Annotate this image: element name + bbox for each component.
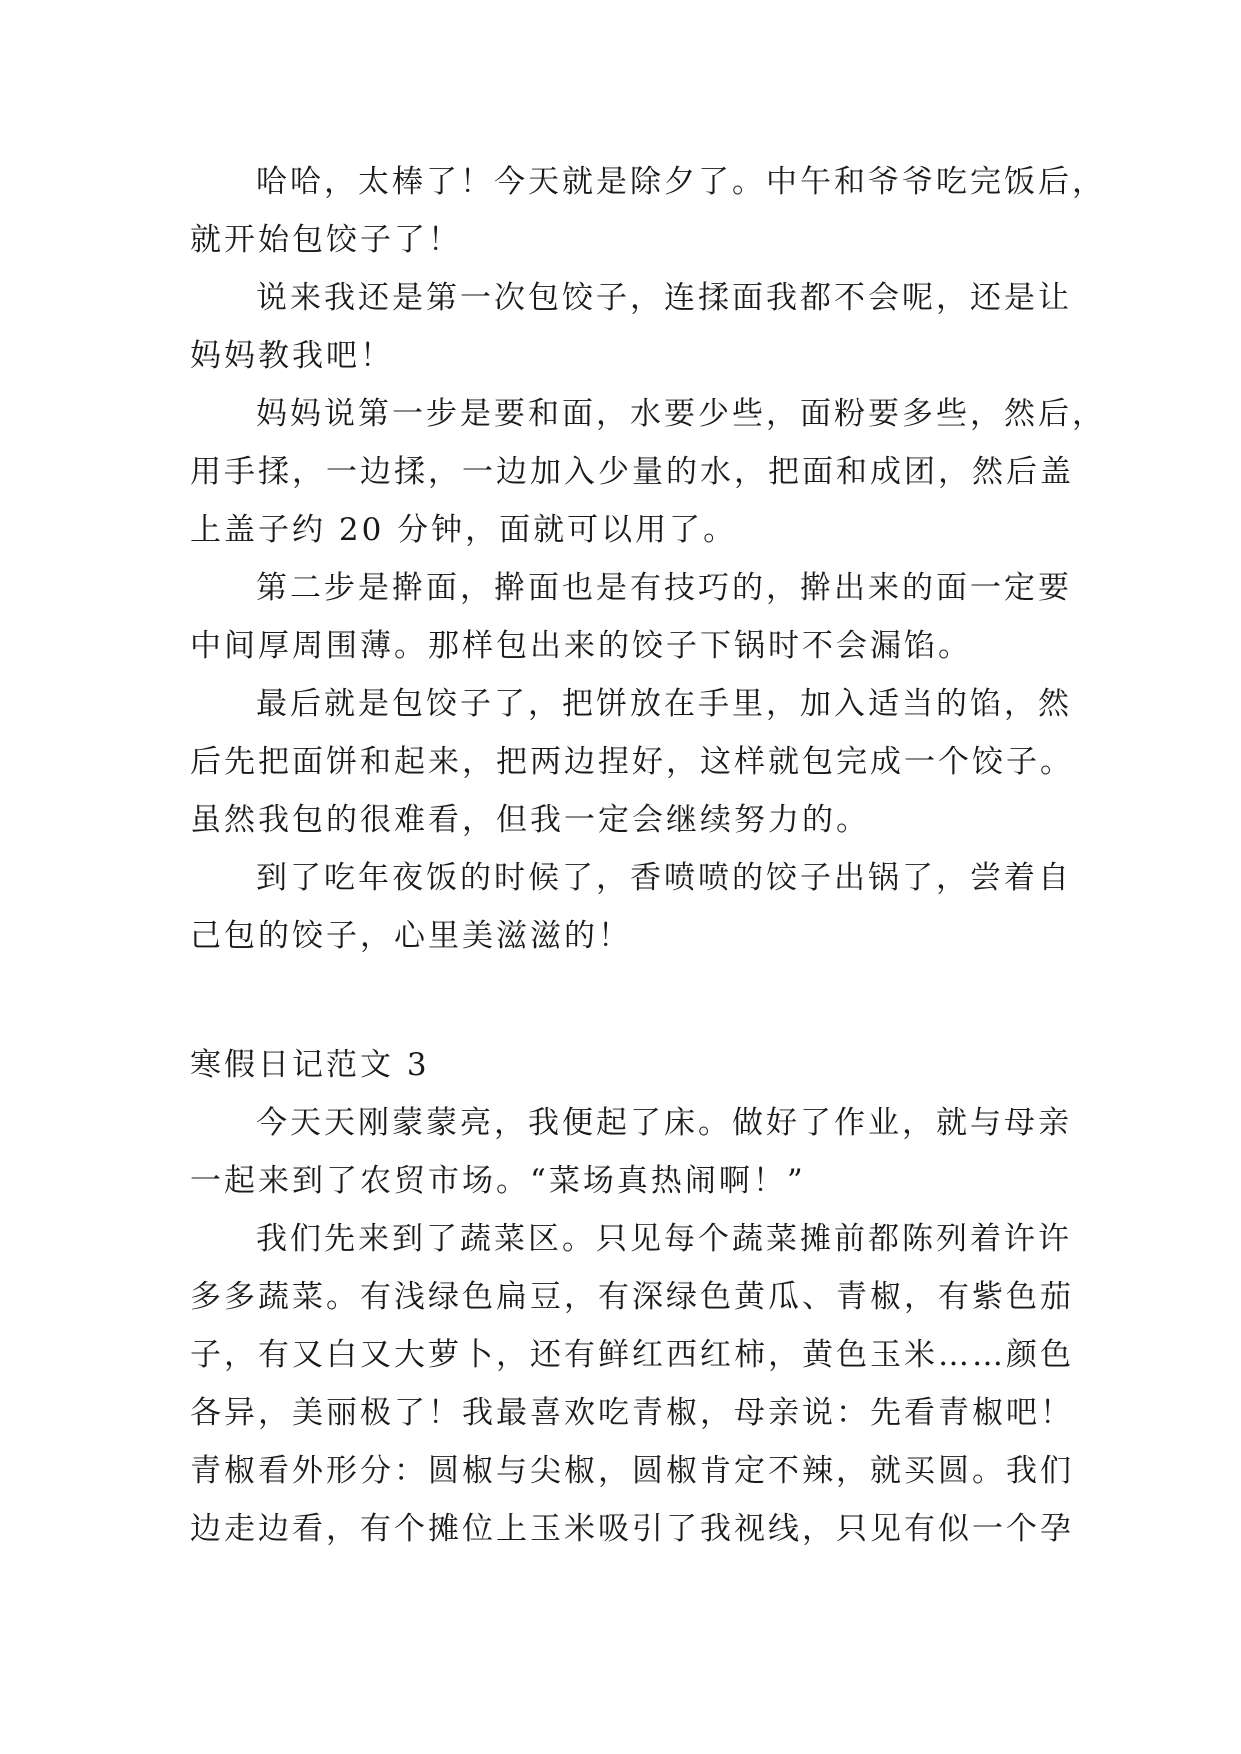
paragraph-line: 用手揉，一边揉，一边加入少量的水，把面和成团，然后盖 [190,454,1074,490]
paragraph-line: 第二步是擀面，擀面也是有技巧的，擀出来的面一定要 [256,570,1072,606]
paragraph-line: 边走边看，有个摊位上玉米吸引了我视线，只见有似一个孕 [190,1511,1074,1547]
paragraph-line: 虽然我包的很难看，但我一定会继续努力的。 [190,802,870,838]
section-heading: 寒假日记范文 3 [190,1047,430,1083]
paragraph-line: 各异，美丽极了！我最喜欢吃青椒，母亲说：先看青椒吧！ [190,1395,1074,1431]
diary-entry-body-2 [190,1094,1074,1558]
paragraph-line: 妈妈教我吧！ [190,338,394,374]
paragraph-line: 上盖子约 20 分钟，面就可以用了。 [190,512,738,548]
paragraph-line: 己包的饺子，心里美滋滋的！ [190,918,632,954]
paragraph-line: 最后就是包饺子了，把饼放在手里，加入适当的馅，然 [256,686,1072,722]
paragraph-line: 哈哈，太棒了！今天就是除夕了。中午和爷爷吃完饭后， [256,164,1106,200]
diary-entry-body [190,153,1106,965]
paragraph-line: 说来我还是第一次包饺子，连揉面我都不会呢，还是让 [256,280,1072,316]
paragraph-line: 后先把面饼和起来，把两边捏好，这样就包完成一个饺子。 [190,744,1074,780]
paragraph-line: 妈妈说第一步是要和面，水要少些，面粉要多些，然后， [256,396,1106,432]
paragraph-line: 子，有又白又大萝卜，还有鲜红西红柿，黄色玉米……颜色 [190,1337,1074,1373]
paragraph-line: 就开始包饺子了！ [190,222,462,258]
paragraph-line: 青椒看外形分：圆椒与尖椒，圆椒肯定不辣，就买圆。我们 [190,1453,1074,1489]
paragraph-line: 中间厚周围薄。那样包出来的饺子下锅时不会漏馅。 [190,628,972,664]
paragraph-line: 到了吃年夜饭的时候了，香喷喷的饺子出锅了，尝着自 [256,860,1072,896]
paragraph-line: 一起来到了农贸市场。“菜场真热闹啊！” [190,1163,806,1199]
paragraph-line: 多多蔬菜。有浅绿色扁豆，有深绿色黄瓜、青椒，有紫色茄 [190,1279,1074,1315]
paragraph-line: 今天天刚蒙蒙亮，我便起了床。做好了作业，就与母亲 [256,1105,1072,1141]
paragraph-line: 我们先来到了蔬菜区。只见每个蔬菜摊前都陈列着许许 [256,1221,1072,1257]
